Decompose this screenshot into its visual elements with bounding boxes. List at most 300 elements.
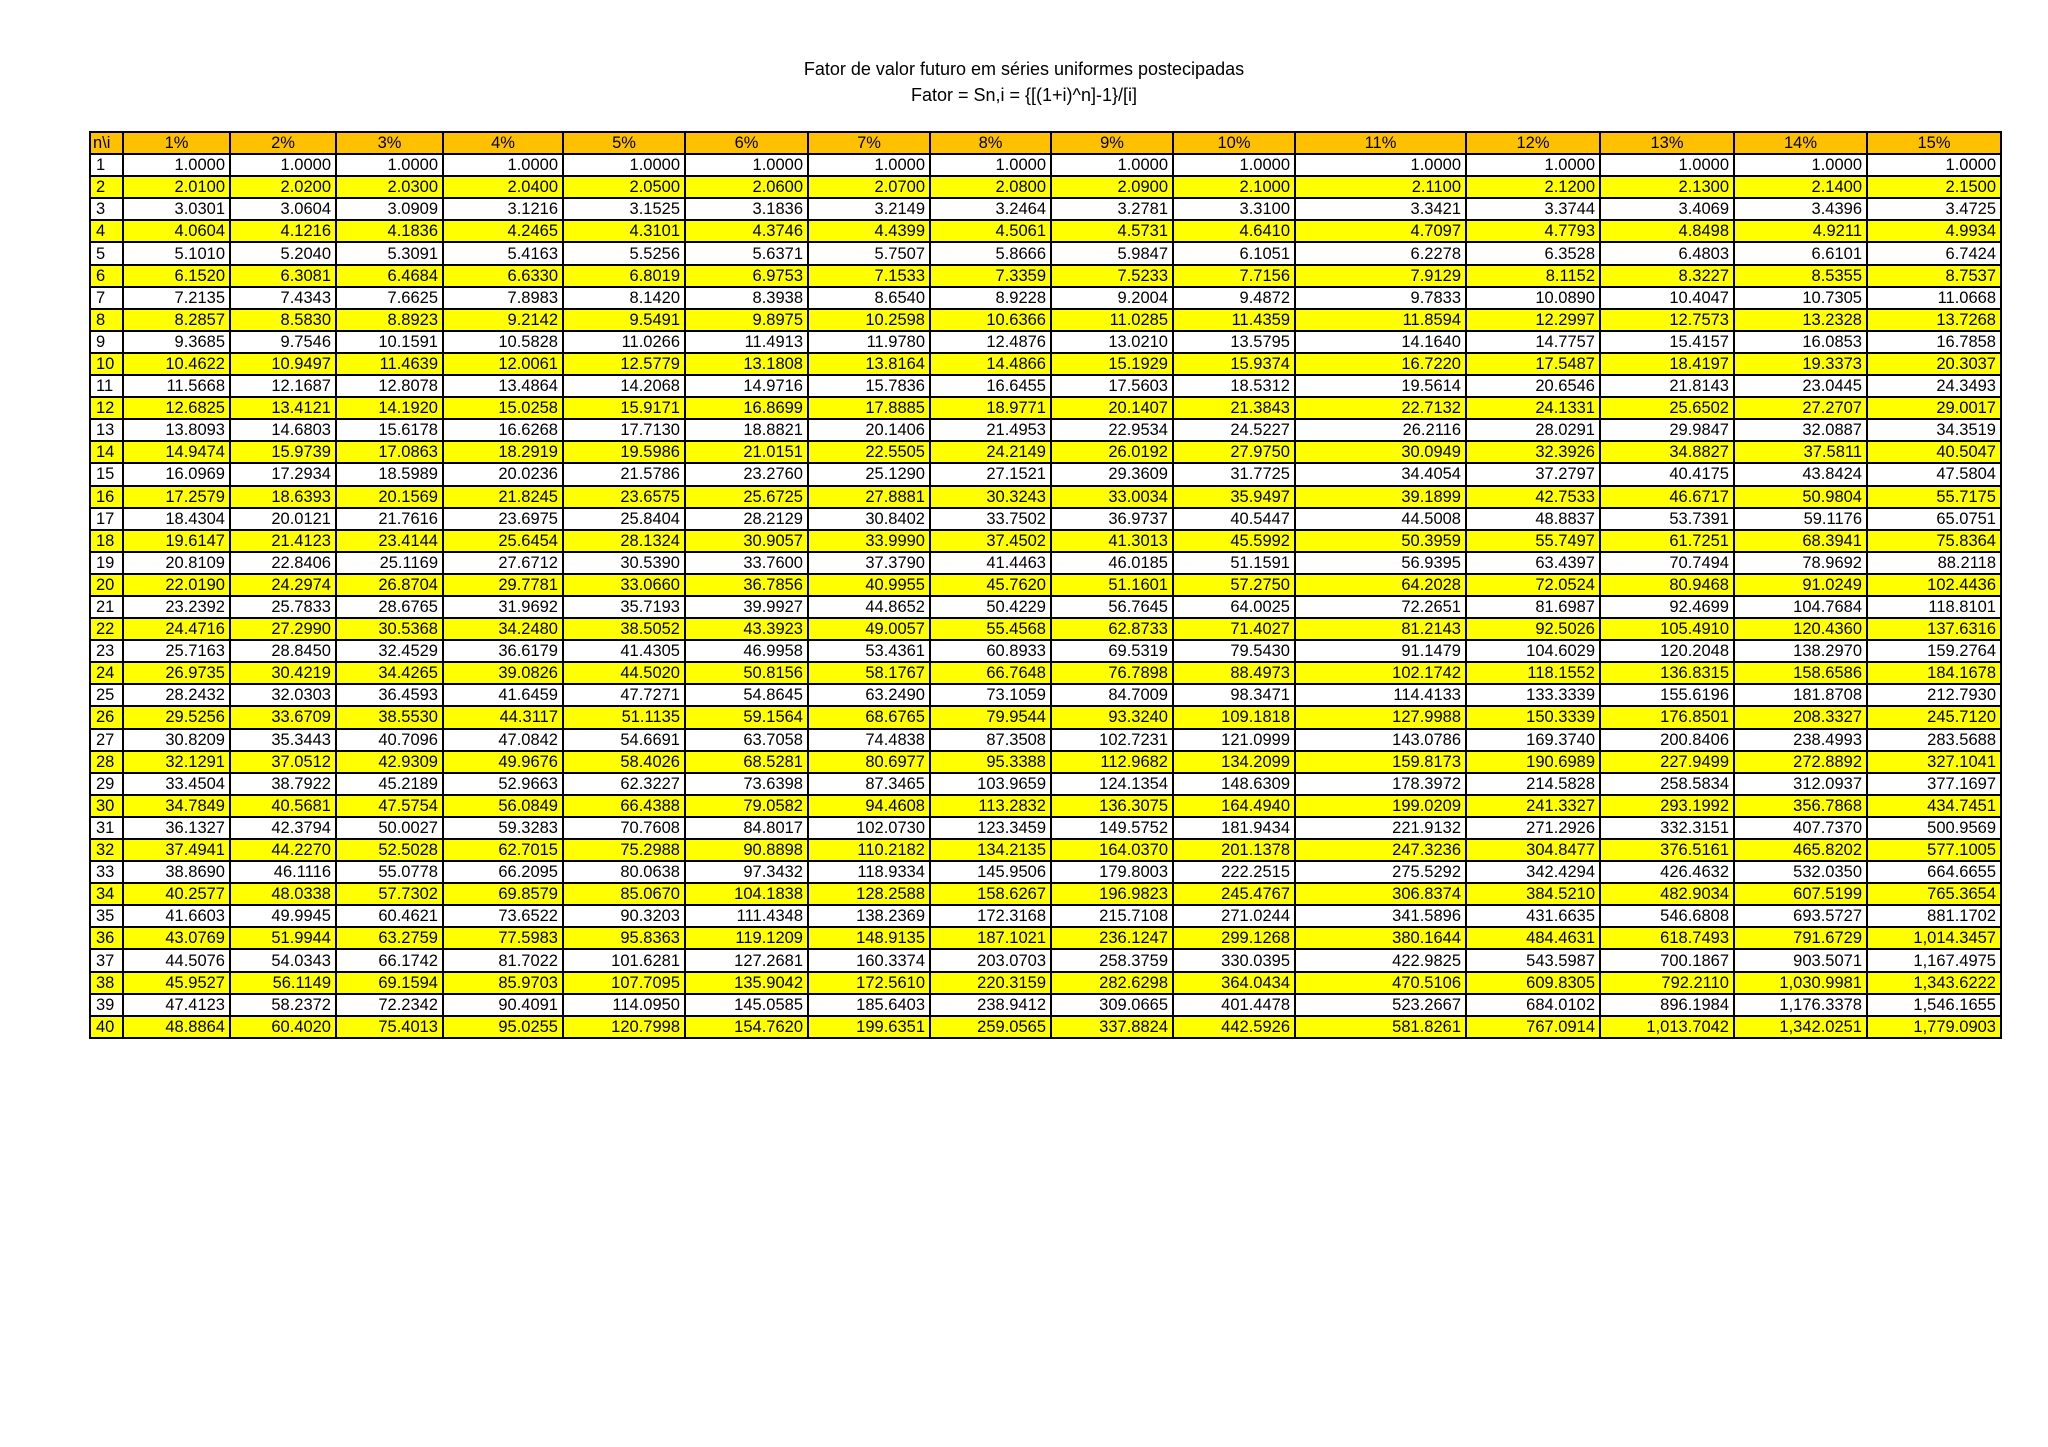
table-row — [90, 618, 2001, 640]
factor-cell: 6.9753 — [685, 265, 808, 287]
factor-cell: 500.9569 — [1867, 817, 2001, 839]
factor-cell: 2.0100 — [123, 176, 230, 198]
factor-cell: 55.0778 — [336, 861, 443, 883]
factor-cell: 85.9703 — [443, 972, 563, 994]
factor-cell: 11.9780 — [808, 331, 930, 353]
factor-cell: 29.7781 — [443, 574, 563, 596]
factor-cell: 201.1378 — [1173, 839, 1295, 861]
factor-cell: 20.0121 — [230, 508, 336, 530]
factor-cell: 9.7833 — [1295, 287, 1466, 309]
factor-cell: 11.0668 — [1867, 287, 2001, 309]
factor-cell: 1.0000 — [230, 154, 336, 176]
rate-header: 13% — [1600, 132, 1734, 154]
period-cell: 21 — [90, 596, 123, 618]
factor-cell: 148.6309 — [1173, 773, 1295, 795]
table-body — [90, 154, 2001, 1038]
factor-cell: 364.0434 — [1173, 972, 1295, 994]
factor-cell: 40.5447 — [1173, 508, 1295, 530]
factor-cell: 46.9958 — [685, 640, 808, 662]
factor-cell: 3.4069 — [1600, 198, 1734, 220]
factor-cell: 10.5828 — [443, 331, 563, 353]
factor-cell: 63.7058 — [685, 729, 808, 751]
rate-header: 8% — [930, 132, 1051, 154]
factor-cell: 2.0500 — [563, 176, 685, 198]
factor-cell: 11.0285 — [1051, 309, 1173, 331]
table-row — [90, 154, 2001, 176]
factor-cell: 23.0445 — [1734, 375, 1867, 397]
factor-cell: 24.4716 — [123, 618, 230, 640]
factor-cell: 42.3794 — [230, 817, 336, 839]
factor-cell: 4.0604 — [123, 220, 230, 242]
factor-cell: 19.3373 — [1734, 353, 1867, 375]
factor-cell: 792.2110 — [1600, 972, 1734, 994]
factor-cell: 38.5052 — [563, 618, 685, 640]
factor-cell: 44.3117 — [443, 706, 563, 728]
factor-cell: 330.0395 — [1173, 949, 1295, 971]
factor-cell: 25.7833 — [230, 596, 336, 618]
period-cell: 19 — [90, 552, 123, 574]
page-title: Fator de valor futuro em séries uniformes postecipadas — [803, 59, 1245, 79]
factor-cell: 50.0027 — [336, 817, 443, 839]
factor-cell: 271.0244 — [1173, 905, 1295, 927]
factor-cell: 220.3159 — [930, 972, 1051, 994]
factor-cell: 17.8885 — [808, 397, 930, 419]
factor-cell: 4.1216 — [230, 220, 336, 242]
factor-cell: 134.2135 — [930, 839, 1051, 861]
factor-cell: 380.1644 — [1295, 927, 1466, 949]
factor-cell: 29.9847 — [1600, 419, 1734, 441]
factor-cell: 482.9034 — [1600, 883, 1734, 905]
period-cell: 24 — [90, 662, 123, 684]
period-cell: 25 — [90, 684, 123, 706]
factor-cell: 50.4229 — [930, 596, 1051, 618]
factor-cell: 241.3327 — [1466, 795, 1600, 817]
factor-cell: 70.7608 — [563, 817, 685, 839]
factor-cell: 664.6655 — [1867, 861, 2001, 883]
factor-cell: 238.9412 — [930, 994, 1051, 1016]
factor-cell: 58.1767 — [808, 662, 930, 684]
factor-cell: 304.8477 — [1466, 839, 1600, 861]
factor-cell: 37.3790 — [808, 552, 930, 574]
factor-cell: 46.6717 — [1600, 486, 1734, 508]
factor-cell: 13.8164 — [808, 353, 930, 375]
factor-cell: 13.7268 — [1867, 309, 2001, 331]
factor-cell: 26.8704 — [336, 574, 443, 596]
table-row — [90, 1016, 2001, 1038]
factor-cell: 91.0249 — [1734, 574, 1867, 596]
factor-cell: 44.5076 — [123, 949, 230, 971]
factor-cell: 1.0000 — [930, 154, 1051, 176]
factor-cell: 47.5754 — [336, 795, 443, 817]
factor-cell: 8.6540 — [808, 287, 930, 309]
rate-header: 11% — [1295, 132, 1466, 154]
factor-cell: 14.1920 — [336, 397, 443, 419]
period-cell: 34 — [90, 883, 123, 905]
factor-cell: 7.6625 — [336, 287, 443, 309]
factor-cell: 94.4608 — [808, 795, 930, 817]
period-cell: 23 — [90, 640, 123, 662]
factor-cell: 16.0853 — [1734, 331, 1867, 353]
factor-cell: 9.4872 — [1173, 287, 1295, 309]
factor-cell: 37.0512 — [230, 751, 336, 773]
factor-cell: 150.3339 — [1466, 706, 1600, 728]
period-cell: 27 — [90, 729, 123, 751]
factor-cell: 28.8450 — [230, 640, 336, 662]
factor-cell: 212.7930 — [1867, 684, 2001, 706]
factor-cell: 14.6803 — [230, 419, 336, 441]
factor-cell: 54.8645 — [685, 684, 808, 706]
factor-cell: 31.7725 — [1173, 463, 1295, 485]
factor-cell: 7.5233 — [1051, 265, 1173, 287]
factor-cell: 22.8406 — [230, 552, 336, 574]
factor-cell: 12.2997 — [1466, 309, 1600, 331]
rate-header: 4% — [443, 132, 563, 154]
factor-cell: 31.9692 — [443, 596, 563, 618]
factor-cell: 34.3519 — [1867, 419, 2001, 441]
factor-cell: 62.3227 — [563, 773, 685, 795]
factor-cell: 138.2970 — [1734, 640, 1867, 662]
factor-cell: 18.4304 — [123, 508, 230, 530]
factor-cell: 34.4265 — [336, 662, 443, 684]
factor-cell: 283.5688 — [1867, 729, 2001, 751]
factor-cell: 44.8652 — [808, 596, 930, 618]
factor-cell: 465.8202 — [1734, 839, 1867, 861]
factor-cell: 51.9944 — [230, 927, 336, 949]
factor-cell: 41.6459 — [443, 684, 563, 706]
factor-cell: 118.1552 — [1466, 662, 1600, 684]
factor-cell: 17.5487 — [1466, 353, 1600, 375]
factor-cell: 5.4163 — [443, 242, 563, 264]
factor-cell: 32.3926 — [1466, 441, 1600, 463]
period-cell: 15 — [90, 463, 123, 485]
factor-cell: 28.2129 — [685, 508, 808, 530]
factor-cell: 4.3101 — [563, 220, 685, 242]
factor-cell: 12.4876 — [930, 331, 1051, 353]
factor-cell: 34.2480 — [443, 618, 563, 640]
table-row — [90, 287, 2001, 309]
factor-cell: 76.7898 — [1051, 662, 1173, 684]
factor-cell: 164.0370 — [1051, 839, 1173, 861]
factor-cell: 5.9847 — [1051, 242, 1173, 264]
factor-cell: 767.0914 — [1466, 1016, 1600, 1038]
period-cell: 28 — [90, 751, 123, 773]
factor-cell: 43.8424 — [1734, 463, 1867, 485]
factor-cell: 79.5430 — [1173, 640, 1295, 662]
factor-cell: 16.6268 — [443, 419, 563, 441]
factor-cell: 238.4993 — [1734, 729, 1867, 751]
factor-cell: 84.8017 — [685, 817, 808, 839]
factor-cell: 332.3151 — [1600, 817, 1734, 839]
factor-cell: 102.0730 — [808, 817, 930, 839]
factor-cell: 45.2189 — [336, 773, 443, 795]
factor-cell: 69.1594 — [336, 972, 443, 994]
factor-cell: 3.1216 — [443, 198, 563, 220]
factor-cell: 37.5811 — [1734, 441, 1867, 463]
factor-cell: 73.1059 — [930, 684, 1051, 706]
header-row — [90, 132, 2001, 154]
factor-cell: 119.1209 — [685, 927, 808, 949]
factor-cell: 312.0937 — [1734, 773, 1867, 795]
factor-cell: 63.2759 — [336, 927, 443, 949]
factor-cell: 196.9823 — [1051, 883, 1173, 905]
factor-cell: 15.9374 — [1173, 353, 1295, 375]
factor-cell: 26.9735 — [123, 662, 230, 684]
factor-cell: 62.7015 — [443, 839, 563, 861]
factor-cell: 7.2135 — [123, 287, 230, 309]
factor-cell: 159.8173 — [1295, 751, 1466, 773]
factor-cell: 59.1564 — [685, 706, 808, 728]
factor-cell: 12.8078 — [336, 375, 443, 397]
factor-cell: 78.9692 — [1734, 552, 1867, 574]
period-cell: 7 — [90, 287, 123, 309]
factor-cell: 60.4020 — [230, 1016, 336, 1038]
factor-cell: 59.1176 — [1734, 508, 1867, 530]
factor-cell: 8.2857 — [123, 309, 230, 331]
period-cell: 11 — [90, 375, 123, 397]
factor-cell: 118.8101 — [1867, 596, 2001, 618]
factor-cell: 66.7648 — [930, 662, 1051, 684]
factor-cell: 27.2990 — [230, 618, 336, 640]
factor-cell: 25.6454 — [443, 530, 563, 552]
factor-cell: 37.4502 — [930, 530, 1051, 552]
factor-cell: 271.2926 — [1466, 817, 1600, 839]
factor-cell: 24.2149 — [930, 441, 1051, 463]
factor-cell: 25.7163 — [123, 640, 230, 662]
table-row — [90, 353, 2001, 375]
period-cell: 5 — [90, 242, 123, 264]
factor-cell: 97.3432 — [685, 861, 808, 883]
factor-cell: 41.4305 — [563, 640, 685, 662]
factor-cell: 13.2328 — [1734, 309, 1867, 331]
factor-cell: 22.0190 — [123, 574, 230, 596]
formula-subtitle: Fator = Sn,i = {[(1+i)^n]-1}/[i] — [910, 85, 1138, 105]
factor-cell: 79.0582 — [685, 795, 808, 817]
factor-cell: 55.7175 — [1867, 486, 2001, 508]
factor-cell: 68.6765 — [808, 706, 930, 728]
factor-cell: 337.8824 — [1051, 1016, 1173, 1038]
table-row — [90, 265, 2001, 287]
table-row — [90, 684, 2001, 706]
factor-cell: 145.0585 — [685, 994, 808, 1016]
factor-cell: 1,030.9981 — [1734, 972, 1867, 994]
table-row — [90, 861, 2001, 883]
factor-cell: 2.1300 — [1600, 176, 1734, 198]
factor-cell: 47.0842 — [443, 729, 563, 751]
factor-cell: 5.3091 — [336, 242, 443, 264]
table-row — [90, 198, 2001, 220]
factor-cell: 39.0826 — [443, 662, 563, 684]
factor-cell: 684.0102 — [1466, 994, 1600, 1016]
rate-header: 5% — [563, 132, 685, 154]
factor-cell: 66.2095 — [443, 861, 563, 883]
factor-cell: 8.5355 — [1734, 265, 1867, 287]
factor-cell: 609.8305 — [1466, 972, 1600, 994]
factor-cell: 111.4348 — [685, 905, 808, 927]
factor-cell: 4.9211 — [1734, 220, 1867, 242]
factor-cell: 54.6691 — [563, 729, 685, 751]
factor-cell: 45.7620 — [930, 574, 1051, 596]
factor-cell: 199.6351 — [808, 1016, 930, 1038]
factor-cell: 49.9676 — [443, 751, 563, 773]
factor-cell: 50.9804 — [1734, 486, 1867, 508]
factor-cell: 4.7097 — [1295, 220, 1466, 242]
factor-cell: 1,779.0903 — [1867, 1016, 2001, 1038]
factor-cell: 43.0769 — [123, 927, 230, 949]
factor-cell: 8.1420 — [563, 287, 685, 309]
factor-cell: 6.6101 — [1734, 242, 1867, 264]
factor-cell: 422.9825 — [1295, 949, 1466, 971]
period-cell: 3 — [90, 198, 123, 220]
factor-cell: 40.4175 — [1600, 463, 1734, 485]
factor-cell: 12.7573 — [1600, 309, 1734, 331]
factor-cell: 1.0000 — [123, 154, 230, 176]
factor-cell: 19.5986 — [563, 441, 685, 463]
factor-cell: 52.5028 — [336, 839, 443, 861]
factor-cell: 1.0000 — [808, 154, 930, 176]
factor-cell: 15.9171 — [563, 397, 685, 419]
factor-cell: 48.8837 — [1466, 508, 1600, 530]
factor-cell: 27.8881 — [808, 486, 930, 508]
factor-cell: 15.0258 — [443, 397, 563, 419]
factor-cell: 104.1838 — [685, 883, 808, 905]
rate-header: 15% — [1867, 132, 2001, 154]
factor-cell: 85.0670 — [563, 883, 685, 905]
factor-cell: 44.5008 — [1295, 508, 1466, 530]
factor-cell: 59.3283 — [443, 817, 563, 839]
factor-cell: 92.4699 — [1600, 596, 1734, 618]
factor-cell: 63.4397 — [1466, 552, 1600, 574]
factor-cell: 81.7022 — [443, 949, 563, 971]
factor-cell: 577.1005 — [1867, 839, 2001, 861]
factor-cell: 80.6977 — [808, 751, 930, 773]
factor-cell: 293.1992 — [1600, 795, 1734, 817]
factor-cell: 7.7156 — [1173, 265, 1295, 287]
factor-cell: 112.9682 — [1051, 751, 1173, 773]
table-row — [90, 441, 2001, 463]
factor-cell: 40.5681 — [230, 795, 336, 817]
factor-cell: 33.7502 — [930, 508, 1051, 530]
table-row — [90, 508, 2001, 530]
factor-cell: 33.0660 — [563, 574, 685, 596]
factor-cell: 21.0151 — [685, 441, 808, 463]
factor-cell: 10.9497 — [230, 353, 336, 375]
factor-cell: 60.4621 — [336, 905, 443, 927]
factor-cell: 137.6316 — [1867, 618, 2001, 640]
factor-cell: 30.3243 — [930, 486, 1051, 508]
factor-cell: 90.4091 — [443, 994, 563, 1016]
factor-cell: 7.1533 — [808, 265, 930, 287]
factor-cell: 110.2182 — [808, 839, 930, 861]
factor-cell: 58.4026 — [563, 751, 685, 773]
factor-cell: 23.2392 — [123, 596, 230, 618]
factor-cell: 6.6330 — [443, 265, 563, 287]
factor-cell: 34.4054 — [1295, 463, 1466, 485]
factor-cell: 123.3459 — [930, 817, 1051, 839]
factor-cell: 12.6825 — [123, 397, 230, 419]
period-cell: 13 — [90, 419, 123, 441]
factor-cell: 27.9750 — [1173, 441, 1295, 463]
factor-cell: 11.0266 — [563, 331, 685, 353]
factor-cell: 9.8975 — [685, 309, 808, 331]
factor-cell: 1.0000 — [685, 154, 808, 176]
factor-cell: 11.4639 — [336, 353, 443, 375]
table-row — [90, 309, 2001, 331]
factor-cell: 18.5989 — [336, 463, 443, 485]
factor-cell: 1.0000 — [1600, 154, 1734, 176]
factor-cell: 2.0300 — [336, 176, 443, 198]
factor-cell: 36.7856 — [685, 574, 808, 596]
factor-cell: 37.2797 — [1466, 463, 1600, 485]
factor-cell: 64.0025 — [1173, 596, 1295, 618]
factor-cell: 22.5505 — [808, 441, 930, 463]
factor-cell: 1.0000 — [1295, 154, 1466, 176]
factor-cell: 896.1984 — [1600, 994, 1734, 1016]
corner-header: n\i — [90, 132, 123, 154]
factor-cell: 29.5256 — [123, 706, 230, 728]
factor-cell: 881.1702 — [1867, 905, 2001, 927]
factor-cell: 36.4593 — [336, 684, 443, 706]
factor-cell: 55.7497 — [1466, 530, 1600, 552]
factor-cell: 30.4219 — [230, 662, 336, 684]
factor-cell: 3.4396 — [1734, 198, 1867, 220]
factor-cell: 9.2142 — [443, 309, 563, 331]
factor-cell: 160.3374 — [808, 949, 930, 971]
factor-cell: 30.5390 — [563, 552, 685, 574]
factor-cell: 401.4478 — [1173, 994, 1295, 1016]
factor-cell: 32.1291 — [123, 751, 230, 773]
factor-cell: 72.2342 — [336, 994, 443, 1016]
factor-cell: 272.8892 — [1734, 751, 1867, 773]
factor-cell: 376.5161 — [1600, 839, 1734, 861]
factor-cell: 74.4838 — [808, 729, 930, 751]
factor-cell: 1,546.1655 — [1867, 994, 2001, 1016]
factor-cell: 13.4864 — [443, 375, 563, 397]
rate-header: 12% — [1466, 132, 1600, 154]
factor-cell: 53.4361 — [808, 640, 930, 662]
factor-cell: 46.1116 — [230, 861, 336, 883]
factor-cell: 41.4463 — [930, 552, 1051, 574]
factor-cell: 245.7120 — [1867, 706, 2001, 728]
factor-cell: 27.1521 — [930, 463, 1051, 485]
period-cell: 40 — [90, 1016, 123, 1038]
factor-cell: 3.3744 — [1466, 198, 1600, 220]
period-cell: 32 — [90, 839, 123, 861]
factor-cell: 6.4803 — [1600, 242, 1734, 264]
factor-cell: 42.9309 — [336, 751, 443, 773]
factor-cell: 32.0887 — [1734, 419, 1867, 441]
factor-cell: 63.2490 — [808, 684, 930, 706]
factor-cell: 39.9927 — [685, 596, 808, 618]
factor-cell: 7.3359 — [930, 265, 1051, 287]
table-row — [90, 530, 2001, 552]
factor-cell: 1,342.0251 — [1734, 1016, 1867, 1038]
factor-cell: 102.1742 — [1295, 662, 1466, 684]
factor-cell: 45.9527 — [123, 972, 230, 994]
factor-cell: 306.8374 — [1295, 883, 1466, 905]
factor-cell: 14.9474 — [123, 441, 230, 463]
factor-cell: 8.5830 — [230, 309, 336, 331]
factor-cell: 8.7537 — [1867, 265, 2001, 287]
factor-cell: 90.3203 — [563, 905, 685, 927]
factor-cell: 38.7922 — [230, 773, 336, 795]
rate-header: 6% — [685, 132, 808, 154]
factor-cell: 484.4631 — [1466, 927, 1600, 949]
factor-cell: 30.5368 — [336, 618, 443, 640]
factor-cell: 48.8864 — [123, 1016, 230, 1038]
factor-cell: 58.2372 — [230, 994, 336, 1016]
factor-cell: 1.0000 — [563, 154, 685, 176]
factor-cell: 102.4436 — [1867, 574, 2001, 596]
